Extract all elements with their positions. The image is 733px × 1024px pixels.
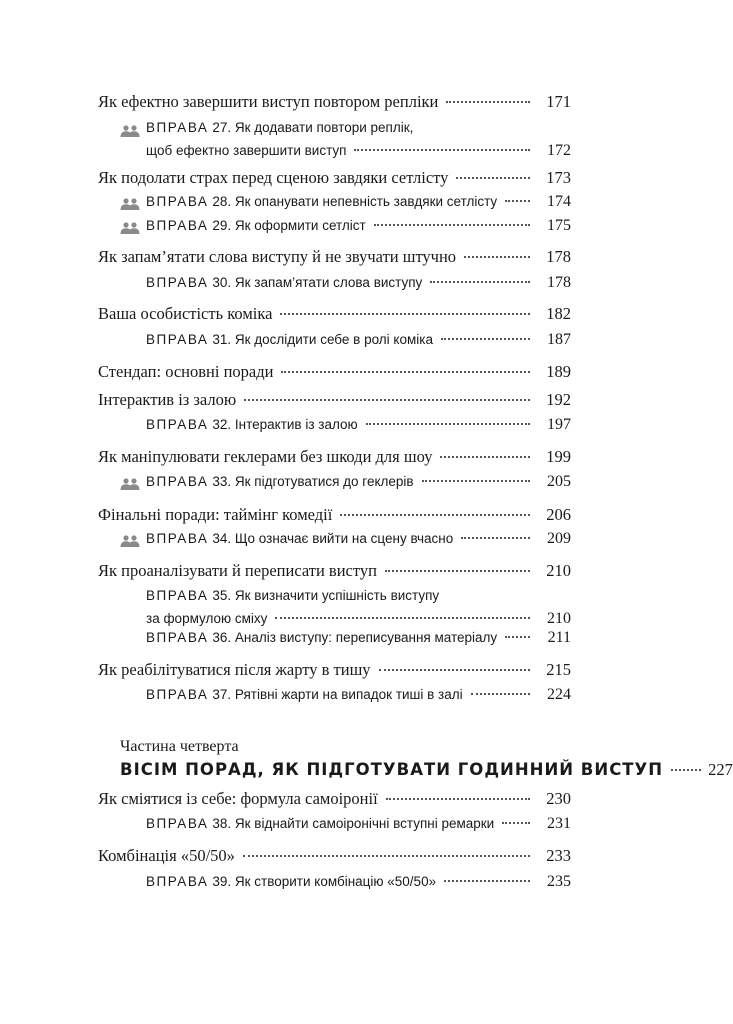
- exercise-title: ВПРАВА 33. Як підготуватися до геклерів: [146, 474, 414, 489]
- exercise-label: ВПРАВА: [146, 874, 209, 889]
- page-number: 233: [546, 846, 571, 865]
- page-number: 235: [547, 873, 571, 890]
- leader-dots: [502, 820, 530, 824]
- leader-dots: [456, 175, 530, 179]
- leader-dots: [441, 336, 530, 340]
- exercise-title: ВПРАВА 27. Як додавати повтори реплік,: [146, 120, 414, 135]
- exercise-title: ВПРАВА 32. Інтерактив із залою: [146, 417, 358, 432]
- leader-dots: [244, 397, 530, 401]
- exercise-title: ВПРАВА 34. Що означає вийти на сцену вчасно: [146, 531, 454, 546]
- leader-dots: [366, 421, 530, 425]
- exercise-label: ВПРАВА: [146, 417, 209, 432]
- page-number: 211: [547, 629, 571, 646]
- page-number: 224: [547, 686, 571, 703]
- page-number: 182: [546, 304, 571, 323]
- leader-dots: [379, 667, 530, 671]
- leader-dots: [386, 796, 530, 800]
- chapter-title: Інтерактив із залою: [98, 390, 237, 409]
- leader-dots: [280, 311, 530, 315]
- exercise-title: щоб ефектно завершити виступ: [146, 143, 347, 158]
- page-number: 197: [547, 416, 571, 433]
- page-number: 206: [546, 505, 571, 524]
- page-number: 178: [546, 247, 571, 266]
- chapter-title: Як ефектно завершити виступ повтором репліки: [98, 92, 439, 111]
- leader-dots: [440, 454, 530, 458]
- page-number: 210: [547, 610, 571, 627]
- leader-dots: [446, 99, 530, 103]
- chapter-title: Фінальні поради: таймінг комедії: [98, 505, 333, 524]
- part-title: ВІСІМ ПОРАД, ЯК ПІДГОТУВАТИ ГОДИННИЙ ВИСТУП: [120, 760, 664, 779]
- chapter-title: Як сміятися із себе: формула самоіронії: [98, 789, 378, 808]
- page-number: 172: [547, 142, 571, 159]
- leader-dots: [461, 535, 530, 539]
- page-number: 192: [546, 390, 571, 409]
- page-number: 199: [546, 447, 571, 466]
- leader-dots: [430, 279, 530, 283]
- page-number: 227: [708, 760, 733, 779]
- chapter-title: Як маніпулювати геклерами без шкоди для шоу: [98, 447, 433, 466]
- page-number: 189: [546, 362, 571, 381]
- leader-dots: [281, 369, 530, 373]
- exercise-title: ВПРАВА 28. Як опанувати непевність завдяки сетлісту: [146, 194, 498, 209]
- exercise-label: ВПРАВА: [146, 194, 209, 209]
- exercise-label: ВПРАВА: [146, 218, 209, 233]
- chapter-title: Стендап: основні поради: [98, 362, 274, 381]
- exercise-label: ВПРАВА: [146, 275, 209, 290]
- exercise-title: за формулою сміху: [146, 611, 268, 626]
- page-number: 215: [546, 660, 571, 679]
- chapter-title: Як реабілітуватися після жарту в тишу: [98, 660, 371, 679]
- page-number: 174: [547, 193, 571, 210]
- leader-dots: [471, 691, 530, 695]
- leader-dots: [243, 853, 530, 857]
- exercise-label: ВПРАВА: [146, 816, 209, 831]
- exercise-title: ВПРАВА 30. Як запам’ятати слова виступу: [146, 275, 423, 290]
- leader-dots: [505, 634, 530, 638]
- page-number: 231: [547, 815, 571, 832]
- exercise-title: ВПРАВА 36. Аналіз виступу: переписування матеріалу: [146, 630, 498, 645]
- leader-dots: [340, 512, 530, 516]
- exercise-label: ВПРАВА: [146, 588, 209, 603]
- chapter-title: Ваша особистість коміка: [98, 304, 273, 323]
- page-number: 175: [547, 217, 571, 234]
- exercise-label: ВПРАВА: [146, 687, 209, 702]
- page-number: 171: [546, 92, 571, 111]
- exercise-title: ВПРАВА 31. Як дослідити себе в ролі коміка: [146, 332, 433, 347]
- exercise-label: ВПРАВА: [146, 120, 209, 135]
- page-number: 210: [546, 561, 571, 580]
- leader-dots: [385, 568, 530, 572]
- exercise-label: ВПРАВА: [146, 332, 209, 347]
- leader-dots: [275, 615, 530, 619]
- leader-dots: [671, 767, 701, 771]
- exercise-title: ВПРАВА 35. Як визначити успішність виступу: [146, 588, 440, 603]
- page-number: 187: [547, 331, 571, 348]
- part-subtitle: Частина четверта: [120, 738, 239, 755]
- chapter-title: Комбінація «50/50»: [98, 846, 235, 865]
- exercise-label: ВПРАВА: [146, 531, 209, 546]
- leader-dots: [374, 222, 530, 226]
- exercise-title: ВПРАВА 29. Як оформити сетліст: [146, 218, 366, 233]
- exercise-title: ВПРАВА 39. Як створити комбінацію «50/50»: [146, 874, 437, 889]
- exercise-title: ВПРАВА 38. Як віднайти самоіронічні вступні ремарки: [146, 816, 495, 831]
- exercise-label: ВПРАВА: [146, 630, 209, 645]
- leader-dots: [444, 878, 530, 882]
- page-number: 178: [547, 274, 571, 291]
- leader-dots: [464, 254, 530, 258]
- page-number: 209: [547, 530, 571, 547]
- leader-dots: [354, 147, 530, 151]
- page-number: 205: [547, 473, 571, 490]
- chapter-title: Як подолати страх перед сценою завдяки сетлісту: [98, 168, 449, 187]
- leader-dots: [505, 198, 530, 202]
- exercise-label: ВПРАВА: [146, 474, 209, 489]
- chapter-title: Як проаналізувати й переписати виступ: [98, 561, 377, 580]
- exercise-title: ВПРАВА 37. Рятівні жарти на випадок тиші в залі: [146, 687, 463, 702]
- page-number: 230: [546, 789, 571, 808]
- page-number: 173: [546, 168, 571, 187]
- leader-dots: [422, 478, 530, 482]
- chapter-title: Як запам’ятати слова виступу й не звучати штучно: [98, 247, 457, 266]
